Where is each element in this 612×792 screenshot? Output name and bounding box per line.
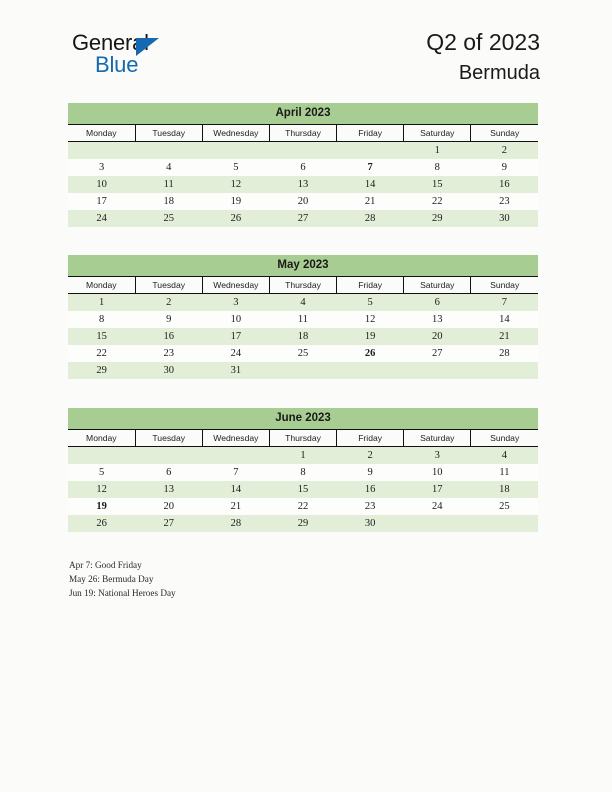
weekday-label: Wednesday	[213, 128, 259, 138]
calendar-cell-day[interactable]: 13	[135, 481, 202, 498]
calendar-cell-holiday[interactable]: 19	[68, 498, 135, 515]
brand-logo[interactable]	[72, 32, 262, 90]
calendar-cell-day[interactable]: 9	[471, 159, 538, 176]
calendar-cell-empty	[471, 515, 538, 532]
calendar-cell-day[interactable]: 18	[269, 328, 336, 345]
calendar-week-row	[68, 142, 538, 160]
calendar-body	[68, 447, 538, 533]
calendar-body	[68, 142, 538, 228]
weekday-label: Thursday	[285, 128, 321, 138]
weekday-label: Thursday	[285, 280, 321, 290]
calendar-cell-day[interactable]: 14	[471, 311, 538, 328]
weekday-label: Saturday	[420, 280, 455, 290]
weekday-header-saturday	[404, 125, 471, 142]
weekday-header-saturday	[404, 430, 471, 447]
calendar-week-row	[68, 498, 538, 515]
calendar-cell-day[interactable]: 28	[471, 345, 538, 362]
calendar-week-row	[68, 176, 538, 193]
calendar-cell-day[interactable]: 5	[202, 159, 269, 176]
weekday-label: Thursday	[285, 433, 321, 443]
calendar-cell-empty	[471, 362, 538, 379]
calendar-cell-day[interactable]: 21	[337, 193, 404, 210]
calendar-cell-day[interactable]: 15	[68, 328, 135, 345]
calendar-cell-day[interactable]: 2	[135, 294, 202, 312]
legend-item: Jun 19: National Heroes Day	[69, 588, 176, 599]
calendar-cell-day[interactable]: 27	[404, 345, 471, 362]
calendar-cell-day[interactable]: 14	[202, 481, 269, 498]
weekday-label: Sunday	[490, 280, 520, 290]
weekday-header-wednesday	[202, 125, 269, 142]
calendar-cell-day[interactable]: 30	[471, 210, 538, 227]
weekday-label: Tuesday	[152, 433, 186, 443]
calendar-cell-day[interactable]: 8	[404, 159, 471, 176]
calendar-cell-day[interactable]: 19	[202, 193, 269, 210]
weekday-header-friday	[337, 430, 404, 447]
calendar-cell-day[interactable]: 5	[337, 294, 404, 312]
calendar-cell-day[interactable]: 20	[135, 498, 202, 515]
calendar-cell-day[interactable]: 10	[404, 464, 471, 481]
calendar-cell-day[interactable]: 29	[68, 362, 135, 379]
calendar-cell-day[interactable]: 1	[404, 142, 471, 160]
weekday-label: Monday	[86, 128, 117, 138]
calendar-cell-day[interactable]: 25	[135, 210, 202, 227]
calendar-body	[68, 294, 538, 380]
page-title: Q2 of 2023	[426, 29, 540, 55]
calendar-cell-day[interactable]: 20	[269, 193, 336, 210]
calendar-week-row	[68, 311, 538, 328]
calendar-cell-day[interactable]: 12	[202, 176, 269, 193]
weekday-row	[68, 277, 538, 294]
weekday-label: Sunday	[490, 433, 520, 443]
weekday-header-monday	[68, 430, 135, 447]
calendar-cell-day[interactable]: 6	[269, 159, 336, 176]
calendar-week-row	[68, 159, 538, 176]
calendar-cell-day[interactable]: 8	[68, 311, 135, 328]
calendar-cell-day[interactable]: 7	[471, 294, 538, 312]
calendar-cell-day[interactable]: 16	[471, 176, 538, 193]
calendar-cell-day[interactable]: 22	[404, 193, 471, 210]
weekday-header-monday	[68, 277, 135, 294]
weekday-label: Sunday	[490, 128, 520, 138]
calendar-cell-day[interactable]: 25	[471, 498, 538, 515]
calendar-cell-day[interactable]: 2	[471, 142, 538, 160]
calendar-cell-day[interactable]: 20	[404, 328, 471, 345]
calendar-cell-day[interactable]: 4	[135, 159, 202, 176]
triangle-right-icon	[136, 38, 159, 56]
calendar-cell-empty	[68, 142, 135, 160]
calendar-table	[68, 125, 538, 227]
calendar-cell-day[interactable]: 16	[337, 481, 404, 498]
calendar-cell-day[interactable]: 26	[68, 515, 135, 532]
calendar-week-row	[68, 328, 538, 345]
calendar-cell-day[interactable]: 9	[337, 464, 404, 481]
calendar-cell-empty	[135, 447, 202, 465]
calendar-cell-day[interactable]: 23	[337, 498, 404, 515]
calendar-cell-day[interactable]: 3	[68, 159, 135, 176]
calendar-cell-empty	[337, 142, 404, 160]
calendar-cell-day[interactable]: 19	[337, 328, 404, 345]
calendar-cell-empty	[202, 447, 269, 465]
calendar-cell-day[interactable]: 11	[269, 311, 336, 328]
legend-item: Apr 7: Good Friday	[69, 560, 142, 570]
calendar-cell-day[interactable]: 24	[68, 210, 135, 227]
weekday-label: Wednesday	[213, 433, 259, 443]
calendar-cell-day[interactable]: 14	[337, 176, 404, 193]
weekday-header-row	[68, 430, 538, 447]
calendar-cell-day[interactable]: 25	[269, 345, 336, 362]
calendar-cell-day[interactable]: 27	[135, 515, 202, 532]
calendar-cell-day[interactable]: 4	[269, 294, 336, 312]
holiday-legend	[69, 558, 176, 601]
calendar-cell-day[interactable]: 16	[135, 328, 202, 345]
calendar-cell-day[interactable]: 11	[135, 176, 202, 193]
weekday-header-wednesday	[202, 430, 269, 447]
calendar-cell-day[interactable]: 10	[68, 176, 135, 193]
calendar-cell-day[interactable]: 30	[337, 515, 404, 532]
calendar-cell-day[interactable]: 4	[471, 447, 538, 465]
calendar-cell-day[interactable]: 6	[135, 464, 202, 481]
calendar-cell-day[interactable]: 21	[202, 498, 269, 515]
weekday-label: Friday	[358, 128, 383, 138]
calendar-cell-day[interactable]: 28	[202, 515, 269, 532]
calendar-cell-day[interactable]: 1	[269, 447, 336, 465]
calendar-cell-day[interactable]: 5	[68, 464, 135, 481]
weekday-row	[68, 125, 538, 142]
calendar-cell-day[interactable]: 17	[404, 481, 471, 498]
title-block	[426, 28, 540, 87]
calendar-cell-day[interactable]: 13	[404, 311, 471, 328]
month-calendar-june	[68, 408, 538, 532]
calendar-cell-day[interactable]: 15	[404, 176, 471, 193]
calendar-cell-empty	[269, 362, 336, 379]
calendar-cell-day[interactable]: 8	[269, 464, 336, 481]
calendar-week-row	[68, 193, 538, 210]
legend-item: May 26: Bermuda Day	[69, 574, 154, 585]
weekday-label: Friday	[358, 280, 383, 290]
weekday-header-tuesday	[135, 125, 202, 142]
calendar-cell-day[interactable]: 12	[68, 481, 135, 498]
calendar-cell-day[interactable]: 29	[404, 210, 471, 227]
calendar-cell-day[interactable]: 23	[135, 345, 202, 362]
month-calendar-april	[68, 103, 538, 227]
calendar-cell-day[interactable]: 24	[202, 345, 269, 362]
calendar-cell-day[interactable]: 29	[269, 515, 336, 532]
calendar-cell-day[interactable]: 31	[202, 362, 269, 379]
weekday-header-thursday	[269, 125, 336, 142]
calendar-cell-day[interactable]: 21	[471, 328, 538, 345]
calendar-table	[68, 430, 538, 532]
calendar-week-row	[68, 362, 538, 379]
weekday-label: Tuesday	[152, 280, 186, 290]
calendar-cell-empty	[68, 447, 135, 465]
page-header	[0, 0, 612, 100]
calendar-cell-day[interactable]: 28	[337, 210, 404, 227]
weekday-header-monday	[68, 125, 135, 142]
calendar-cell-day[interactable]: 1	[68, 294, 135, 312]
calendar-week-row	[68, 515, 538, 532]
calendar-cell-day[interactable]: 24	[404, 498, 471, 515]
weekday-header-thursday	[269, 430, 336, 447]
calendar-cell-empty	[337, 362, 404, 379]
calendar-table	[68, 277, 538, 379]
calendar-cell-day[interactable]: 18	[135, 193, 202, 210]
calendar-cell-day[interactable]: 9	[135, 311, 202, 328]
calendar-week-row	[68, 481, 538, 498]
calendar-cell-day[interactable]: 17	[68, 193, 135, 210]
weekday-header-tuesday	[135, 277, 202, 294]
calendar-cell-empty	[202, 142, 269, 160]
month-title: April 2023	[68, 103, 538, 125]
calendar-cell-day[interactable]: 10	[202, 311, 269, 328]
brand-name-blue: Blue	[95, 52, 139, 77]
calendar-cell-empty	[404, 362, 471, 379]
calendar-week-row	[68, 210, 538, 227]
calendar-week-row	[68, 345, 538, 362]
brand-name-general: General	[72, 30, 149, 55]
calendar-cell-empty	[404, 515, 471, 532]
calendar-cell-day[interactable]: 3	[404, 447, 471, 465]
calendar-cell-day[interactable]: 15	[269, 481, 336, 498]
page-subtitle: Bermuda	[458, 62, 540, 84]
calendar-cell-day[interactable]: 3	[202, 294, 269, 312]
calendar-cell-day[interactable]: 27	[269, 210, 336, 227]
calendar-week-row	[68, 447, 538, 465]
weekday-label: Saturday	[420, 433, 455, 443]
calendar-week-row	[68, 294, 538, 312]
calendar-cell-holiday[interactable]: 7	[337, 159, 404, 176]
weekday-header-thursday	[269, 277, 336, 294]
weekday-header-sunday	[471, 125, 538, 142]
month-title: May 2023	[68, 255, 538, 277]
calendar-cell-day[interactable]: 26	[202, 210, 269, 227]
calendar-cell-day[interactable]: 6	[404, 294, 471, 312]
month-calendar-may	[68, 255, 538, 379]
weekday-header-saturday	[404, 277, 471, 294]
calendar-cell-holiday[interactable]: 26	[337, 345, 404, 362]
calendar-cell-day[interactable]: 18	[471, 481, 538, 498]
weekday-label: Tuesday	[152, 128, 186, 138]
calendar-week-row	[68, 464, 538, 481]
weekday-row	[68, 430, 538, 447]
weekday-label: Wednesday	[213, 280, 259, 290]
weekday-label: Monday	[86, 433, 117, 443]
month-title: June 2023	[68, 408, 538, 430]
weekday-header-sunday	[471, 430, 538, 447]
calendar-cell-day[interactable]: 30	[135, 362, 202, 379]
calendar-cell-day[interactable]: 17	[202, 328, 269, 345]
weekday-header-row	[68, 125, 538, 142]
calendar-cell-day[interactable]: 22	[269, 498, 336, 515]
calendar-cell-empty	[269, 142, 336, 160]
weekday-label: Friday	[358, 433, 383, 443]
calendar-cell-day[interactable]: 22	[68, 345, 135, 362]
weekday-header-friday	[337, 125, 404, 142]
weekday-label: Monday	[86, 280, 117, 290]
calendar-cell-day[interactable]: 2	[337, 447, 404, 465]
weekday-header-row	[68, 277, 538, 294]
weekday-label: Saturday	[420, 128, 455, 138]
weekday-header-friday	[337, 277, 404, 294]
weekday-header-sunday	[471, 277, 538, 294]
weekday-header-tuesday	[135, 430, 202, 447]
weekday-header-wednesday	[202, 277, 269, 294]
calendar-cell-empty	[135, 142, 202, 160]
calendar-cell-day[interactable]: 23	[471, 193, 538, 210]
calendar-cell-day[interactable]: 12	[337, 311, 404, 328]
calendar-cell-day[interactable]: 7	[202, 464, 269, 481]
calendar-cell-day[interactable]: 11	[471, 464, 538, 481]
calendar-cell-day[interactable]: 13	[269, 176, 336, 193]
